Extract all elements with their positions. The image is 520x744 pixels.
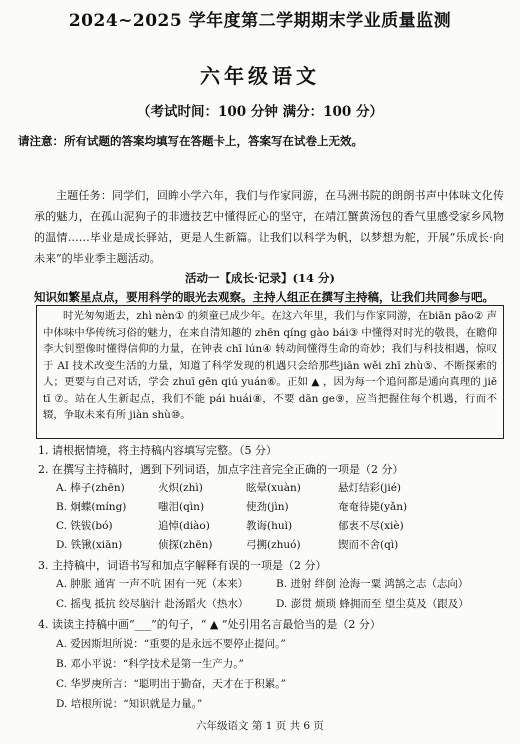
- exam-title: 2024~2025 学年度第二学期期末学业质量监测: [68, 11, 452, 31]
- q2-option-b2: 嗤泪(qìn): [158, 501, 205, 513]
- q2-option-a3: 眩晕(xuàn): [246, 482, 301, 494]
- q4-option-c: C. 华罗庚所言：“聪明出于勤奋，天才在于积累。”: [56, 678, 286, 690]
- q2-option-d3: 弓搠(zhuó): [246, 539, 301, 551]
- exam-notice: 请注意：所有试题的答案均填写在答题卡上，答案写在试卷上无效。: [18, 134, 363, 148]
- q2-option-a4: 悬灯结彩(jié): [338, 482, 402, 494]
- q3-option-b: B. 迸射 绊倒 沧海一粟 鸿鹄之志（志向）: [276, 578, 469, 590]
- q4-option-a: A. 爱因斯坦所说：“重要的是永远不要停止提问。”: [56, 638, 286, 650]
- q2-option-d1: D. 铁锹(xiān): [56, 539, 123, 551]
- question-2: 2. 在撰写主持稿时，遇到下列词语，加点字注音完全正确的一项是（2 分）: [38, 463, 404, 476]
- question-1: 1. 请根据情境，将主持稿内容填写完整。（5 分）: [38, 444, 277, 457]
- q2-option-a1: A. 棒子(zhēn): [56, 482, 125, 494]
- q2-option-c3: 教诲(huì): [246, 520, 293, 532]
- q2-option-b3: 使劲(jìn): [246, 501, 289, 513]
- q2-option-c1: C. 铁钹(bó): [56, 520, 113, 532]
- host-script-text: 时光匆匆逝去，zhì nèn① 的须童已成少年。在这六年里，我们与作家同游，在biān pāo② 声中体味中华传统习俗的魅力，在来自清知趣的 zhēn qíng gào bái③ 中懂得对时光的敬畏，在瞻仰李大钊塑像时懂得信仰的力量，在钟表 chī lún④ 转动间懂得生命的奇妙；我们与科技相遇，惊叹于 AI 技术改变生活的力量，知道了科学发现的机遇只会给那些jiān wěi zhī zhù⑤、不断探索的人；更要与自己对话，学会 zhuī gēn qiú yuán⑥。正如 ▲ ，因为每一个追问都是通向真理的 jiē tī ⑦。站在人生新起点，我们不能 pái huái⑧，不要 dān ge⑨，应当把握住每个机遇，行而不辍，争取未来有所 jiàn shù⑩。: [43, 310, 497, 421]
- q2-option-b1: B. 炯蝶(míng): [56, 501, 127, 513]
- q2-option-a2: 火炽(zhì): [158, 482, 203, 494]
- activity-title: 活动一【成长·记录】(14 分): [185, 271, 335, 285]
- page-footer: 六年级语文 第 1 页 共 6 页: [196, 720, 324, 732]
- q3-option-d: D. 澎贯 烦琐 蜂拥而至 望尘莫及（跟及）: [276, 598, 469, 610]
- question-4: 4. 读读主持稿中画“___”的句子，“ ▲ ”处引用名言最恰当的是（2 分）: [38, 618, 381, 631]
- subject-title: 六年级语文: [200, 64, 320, 88]
- question-3: 3. 主持稿中，词语书写和加点字解释有误的一项是（2 分）: [38, 559, 327, 572]
- host-script-box: [36, 305, 504, 439]
- q2-option-b4: 奄奄待毙(yǎn): [338, 501, 408, 513]
- q3-option-c: C. 摇曳 抵抗 绞尽脑汁 赴汤蹈火（热水）: [56, 598, 249, 610]
- q4-option-d: D. 培根所说：“知识就是力量。”: [56, 698, 203, 710]
- q2-option-d2: 侦探(zhēn): [158, 539, 213, 551]
- q2-option-c2: 追悼(diào): [158, 520, 210, 532]
- theme-task-paragraph: 主题任务：同学们，回眸小学六年，我们与作家同游，在马洲书院的朗朗书声中体味文化传承的魅力，在孤山泥狗子的非遗技艺中懂得匠心的坚守，在靖江蟹黄汤包的香气里感受家乡风物的温情……毕业是成长驿站，更是人生新篇。让我们以科学为帆，以梦想为舵，开展“乐成长·向未来”的毕业季主题活动。: [34, 189, 504, 265]
- exam-meta: （考试时间：100 分钟 满分：100 分）: [137, 104, 383, 120]
- q3-option-a: A. 肿胀 通宵 一声不吭 困有一死（本来）: [56, 578, 249, 590]
- q4-option-b: B. 邓小平说：“科学技术是第一生产力。”: [56, 658, 244, 670]
- q2-option-c4: 郁衷不尽(xiè): [338, 520, 404, 532]
- q2-option-d4: 锲而不舍(qì): [338, 539, 399, 551]
- activity-intro: 知识如繁星点点，要用科学的眼光去观察。主持人组正在撰写主持稿，让我们共同参与吧。: [34, 290, 494, 304]
